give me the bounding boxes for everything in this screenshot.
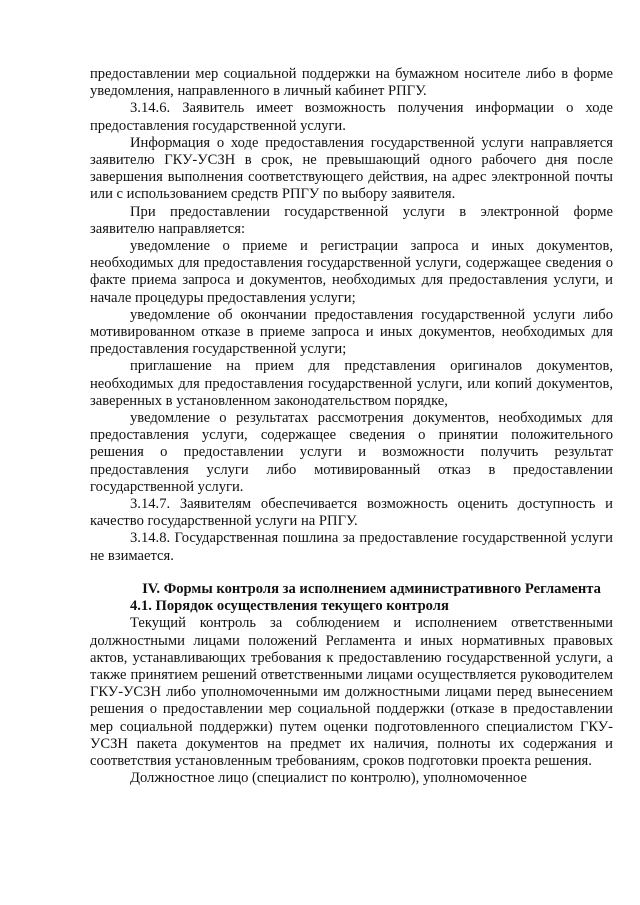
paragraph: При предоставлении государственной услуги в электронной форме заявителю направляется:: [90, 203, 613, 237]
paragraph: уведомление о приеме и регистрации запроса и иных документов, необходимых для предоставления государственной услуги, содержащее сведения о факте приема запроса и документов, необходимых для предоставления услуги, и начале процедуры предоставления услуги;: [90, 238, 613, 306]
paragraph: приглашение на прием для представления оригиналов документов, необходимых для предоставления государственной услуги, или копий документов, заверенных в установленном законодательством порядке,: [90, 358, 613, 409]
section-heading: IV. Формы контроля за исполнением административного Регламента: [142, 580, 601, 597]
paragraph: Текущий контроль за соблюдением и исполнением ответственными должностными лицами положений Регламента и иных нормативных правовых актов, устанавливающих требования к предоставлению государственной услуги, а также принятием решений ответственными лицами осуществляется руководителем ГКУ-УСЗН либо уполномоченными им должностными лицами перед вынесением решения о предоставлении мер социальной поддержки (отказе в предоставлении мер социальной поддержки) путем оценки подготовленного специалистом ГКУ-УСЗН пакета документов на предмет их наличия, полноты их содержания и соответствия установленным требованиям, сроков подготовки проекта решения.: [90, 615, 613, 769]
document-page: [90, 66, 613, 787]
paragraph: 3.14.8. Государственная пошлина за предоставление государственной услуги не взимается.: [90, 530, 613, 564]
paragraph: Должностное лицо (специалист по контролю), уполномоченное: [130, 770, 527, 787]
paragraph: 3.14.6. Заявитель имеет возможность получения информации о ходе предоставления государственной услуги.: [90, 100, 613, 134]
paragraph: Информация о ходе предоставления государственной услуги направляется заявителю ГКУ-УСЗН в срок, не превышающий одного рабочего дня после завершения выполнения соответствующего действия, на адрес электронной почты или с использованием средств РПГУ по выбору заявителя.: [90, 134, 613, 203]
paragraph: уведомление об окончании предоставления государственной услуги либо мотивированном отказе в приеме запроса и иных документов, необходимых для предоставления государственной услуги;: [90, 306, 613, 358]
subsection-heading: 4.1. Порядок осуществления текущего контроля: [130, 598, 449, 615]
paragraph: 3.14.7. Заявителям обеспечивается возможность оценить доступность и качество государственной услуги на РПГУ.: [90, 496, 613, 530]
paragraph: предоставлении мер социальной поддержки на бумажном носителе либо в форме уведомления, направленного в личный кабинет РПГУ.: [90, 66, 613, 100]
paragraph: уведомление о результатах рассмотрения документов, необходимых для предоставления услуги, содержащее сведения о принятии положительного решения о предоставлении услуги и возможности получить результат предоставления услуги либо мотивированный отказ в предоставлении государственной услуги.: [90, 410, 613, 495]
